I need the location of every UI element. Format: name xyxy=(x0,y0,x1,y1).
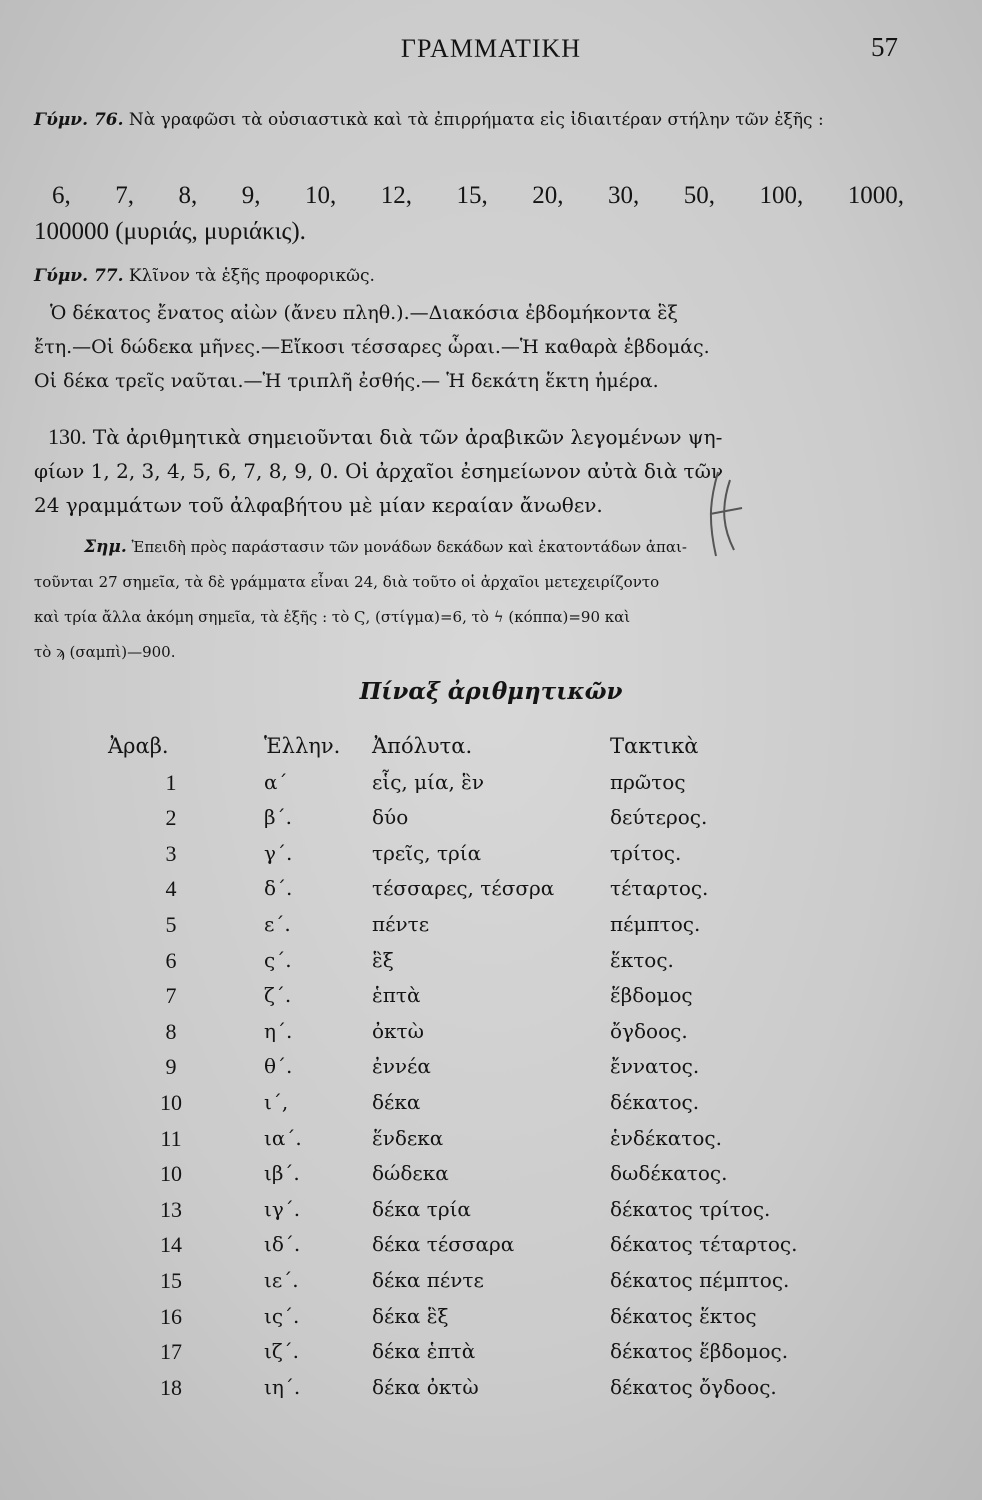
cell-cardinal: ἓξ xyxy=(372,947,394,972)
header-greek: Ἑλλην. xyxy=(264,734,341,758)
table-row xyxy=(112,1126,872,1162)
cell-ordinal: τρίτος. xyxy=(610,840,682,865)
sentence-line: ἔτη.—Οἱ δώδεκα μῆνες.—Εἴκοσι τέσσαρες ὧραι.—Ἡ καθαρὰ ἑβδομάς. xyxy=(34,336,710,358)
number-item: 20, xyxy=(532,182,564,209)
paragraph-number: 130. xyxy=(48,424,87,449)
page-number: 57 xyxy=(871,32,898,62)
paragraph-line: 24 γραμμάτων τοῦ ἀλφαβήτου μὲ μίαν κεραίαν ἄνωθεν. xyxy=(34,493,603,517)
pen-mark-scribble xyxy=(690,470,760,560)
cell-greek: θ΄. xyxy=(264,1054,293,1079)
sentence-line: Οἱ δέκα τρεῖς ναῦται.—Ἡ τριπλῆ ἐσθής.— Ἡ δεκάτη ἕκτη ἡμέρα. xyxy=(34,370,659,392)
header-ordinal: Τακτικὰ xyxy=(610,734,699,758)
cell-arabic: 2 xyxy=(165,805,177,831)
paragraph-line: Τὰ ἀριθμητικὰ σημειοῦνται διὰ τῶν ἀραβικῶν λεγομένων ψη- xyxy=(86,425,723,449)
number-item: 6, xyxy=(52,182,71,209)
exercise-76-text: Νὰ γραφῶσι τὰ οὐσιαστικὰ καὶ τὰ ἐπιρρήματα εἰς ἰδιαιτέραν στήλην τῶν ἑξῆς : xyxy=(123,110,824,130)
cell-ordinal: δεύτερος. xyxy=(610,805,708,830)
exercise-77-label: Γύμν. 77. xyxy=(34,266,124,286)
cell-arabic: 14 xyxy=(160,1232,182,1258)
exercise-76-label: Γύμν. 76. xyxy=(34,110,124,130)
table-row xyxy=(112,1339,872,1375)
table-row xyxy=(112,1268,872,1304)
number-item: 1000, xyxy=(847,182,904,209)
cell-greek: ιε΄. xyxy=(264,1267,299,1292)
table-row xyxy=(112,1054,872,1090)
cell-arabic: 1 xyxy=(165,769,177,795)
cell-ordinal: δέκατος τέταρτος. xyxy=(610,1232,798,1257)
cell-cardinal: τέσσαρες, τέσσρα xyxy=(372,876,555,901)
table-row xyxy=(112,912,872,948)
cell-arabic: 18 xyxy=(160,1374,182,1400)
cell-arabic: 9 xyxy=(165,1054,177,1080)
number-item: 30, xyxy=(608,182,640,209)
note-line: τὸ ϡ (σαμπὶ)—900. xyxy=(34,643,176,661)
table-row xyxy=(112,805,872,841)
number-item: 100, xyxy=(759,182,804,209)
cell-cardinal: δέκα τέσσαρα xyxy=(372,1232,515,1257)
number-list xyxy=(34,178,904,214)
cell-greek: ις΄. xyxy=(264,1303,300,1328)
cell-greek: ε΄. xyxy=(264,911,291,936)
cell-greek: α΄ xyxy=(264,769,288,794)
exercise-77-sentences xyxy=(34,296,904,398)
note-line: καὶ τρία ἄλλα ἀκόμη σημεῖα, τὰ ἑξῆς : τὸ Ϛ, (στίγμα)=6, τὸ ϟ (κόππα)=90 καὶ xyxy=(34,608,631,626)
table-row xyxy=(112,876,872,912)
note-label: Σημ. xyxy=(84,537,127,557)
cell-cardinal: δύο xyxy=(372,805,409,830)
cell-cardinal: δέκα ἓξ xyxy=(372,1303,449,1328)
cell-greek: ς΄. xyxy=(264,947,292,972)
number-list-last-line: 100000 (μυριάς, μυριάκις). xyxy=(34,218,306,245)
cell-greek: ιζ΄. xyxy=(264,1339,300,1364)
cell-ordinal: πέμπτος. xyxy=(610,911,701,936)
cell-arabic: 13 xyxy=(160,1196,182,1222)
table-header-row xyxy=(108,734,872,770)
cell-cardinal: δέκα πέντε xyxy=(372,1267,484,1292)
cell-arabic: 17 xyxy=(160,1339,182,1365)
note-section xyxy=(34,530,904,670)
cell-arabic: 7 xyxy=(165,983,177,1009)
cell-arabic: 11 xyxy=(160,1125,182,1151)
table-row xyxy=(112,1090,872,1126)
note-line: τοῦνται 27 σημεῖα, τὰ δὲ γράμματα εἶναι 24, διὰ τοῦτο οἱ ἀρχαῖοι μετεχειρίζοντο xyxy=(34,573,660,591)
number-item: 10, xyxy=(305,182,337,209)
cell-cardinal: δέκα ὀκτὼ xyxy=(372,1374,479,1399)
cell-greek: β΄. xyxy=(264,805,292,830)
table-row xyxy=(112,948,872,984)
cell-ordinal: δέκατος. xyxy=(610,1089,700,1114)
header-cardinal: Ἀπόλυτα. xyxy=(372,734,473,758)
cell-greek: ιδ΄. xyxy=(264,1232,301,1257)
cell-ordinal: ὄγδοος. xyxy=(610,1018,688,1043)
cell-cardinal: ἕνδεκα xyxy=(372,1125,444,1150)
cell-cardinal: ἑπτὰ xyxy=(372,983,421,1008)
cell-greek: γ΄. xyxy=(264,840,293,865)
cell-greek: δ΄. xyxy=(264,876,293,901)
table-row xyxy=(112,1304,872,1340)
exercise-76-numbers xyxy=(34,178,904,250)
cell-cardinal: πέντε xyxy=(372,911,430,936)
cell-ordinal: πρῶτος xyxy=(610,769,686,794)
cell-ordinal: ἔννατος. xyxy=(610,1054,700,1079)
table-row xyxy=(112,841,872,877)
number-item: 12, xyxy=(380,182,412,209)
cell-arabic: 3 xyxy=(165,840,177,866)
cell-greek: η΄. xyxy=(264,1018,293,1043)
table-row xyxy=(112,1232,872,1268)
cell-greek: ι΄, xyxy=(264,1089,289,1114)
number-item: 50, xyxy=(683,182,715,209)
cell-cardinal: δέκα xyxy=(372,1089,421,1114)
cell-greek: ια΄. xyxy=(264,1125,302,1150)
cell-ordinal: δέκατος ὄγδοος. xyxy=(610,1374,777,1399)
note-line: Ἐπειδὴ πρὸς παράστασιν τῶν μονάδων δεκάδων καὶ ἑκατοντάδων ἀπαι- xyxy=(126,538,687,556)
sentence-line: Ὁ δέκατος ἔνατος αἰὼν (ἄνευ πληθ.).—Διακόσια ἑβδομήκοντα ἓξ xyxy=(50,302,678,324)
table-row xyxy=(112,1019,872,1055)
table-row xyxy=(112,983,872,1019)
cell-ordinal: δωδέκατος. xyxy=(610,1161,728,1186)
cell-cardinal: εἷς, μία, ἓν xyxy=(372,769,485,794)
table-row xyxy=(112,1197,872,1233)
cell-ordinal: ἕβδομος xyxy=(610,983,693,1008)
cell-cardinal: δέκα ἑπτὰ xyxy=(372,1339,476,1364)
cell-greek: ζ΄. xyxy=(264,983,292,1008)
paragraph-130 xyxy=(34,420,904,522)
cell-greek: ιγ΄. xyxy=(264,1196,301,1221)
cell-arabic: 10 xyxy=(160,1161,182,1187)
cell-ordinal: δέκατος πέμπτος. xyxy=(610,1267,790,1292)
cell-arabic: 10 xyxy=(160,1089,182,1115)
cell-cardinal: ἐννέα xyxy=(372,1054,431,1079)
cell-arabic: 6 xyxy=(165,947,177,973)
number-item: 7, xyxy=(115,182,134,209)
cell-cardinal: δέκα τρία xyxy=(372,1196,471,1221)
table-row xyxy=(112,1161,872,1197)
exercise-76-instruction xyxy=(34,106,904,134)
cell-greek: ιβ΄. xyxy=(264,1161,300,1186)
paragraph-line: φίων 1, 2, 3, 4, 5, 6, 7, 8, 9, 0. Οἱ ἀρχαῖοι ἐσημείωνον αὐτὰ διὰ τῶν xyxy=(34,459,724,483)
cell-arabic: 4 xyxy=(165,876,177,902)
cell-cardinal: ὀκτὼ xyxy=(372,1018,424,1043)
table-row xyxy=(112,1375,872,1411)
cell-arabic: 15 xyxy=(160,1267,182,1293)
table-title: Πίναξ ἀριθμητικῶν xyxy=(359,678,623,705)
number-item: 9, xyxy=(241,182,261,209)
cell-cardinal: δώδεκα xyxy=(372,1161,449,1186)
cell-ordinal: δέκατος τρίτος. xyxy=(610,1196,771,1221)
header-arabic: Ἀραβ. xyxy=(108,734,169,758)
cell-greek: ιη΄. xyxy=(264,1374,301,1399)
exercise-77-instruction xyxy=(34,262,904,290)
cell-ordinal: ἑνδέκατος. xyxy=(610,1125,722,1150)
running-header: ΓΡΑΜΜΑΤΙΚΗ xyxy=(400,34,582,63)
cell-cardinal: τρεῖς, τρία xyxy=(372,840,482,865)
cell-arabic: 5 xyxy=(165,911,177,937)
cell-ordinal: δέκατος ἕκτος xyxy=(610,1303,757,1328)
cell-ordinal: ἕκτος. xyxy=(610,947,674,972)
exercise-77-text: Κλῖνον τὰ ἑξῆς προφορικῶς. xyxy=(123,266,375,286)
cell-arabic: 8 xyxy=(165,1018,177,1044)
number-item: 8, xyxy=(178,182,198,209)
cell-ordinal: τέταρτος. xyxy=(610,876,709,901)
cell-arabic: 16 xyxy=(160,1303,182,1329)
cell-ordinal: δέκατος ἕβδομος. xyxy=(610,1339,789,1364)
numerals-table xyxy=(108,734,872,1410)
number-item: 15, xyxy=(456,182,488,209)
table-row xyxy=(112,770,872,806)
